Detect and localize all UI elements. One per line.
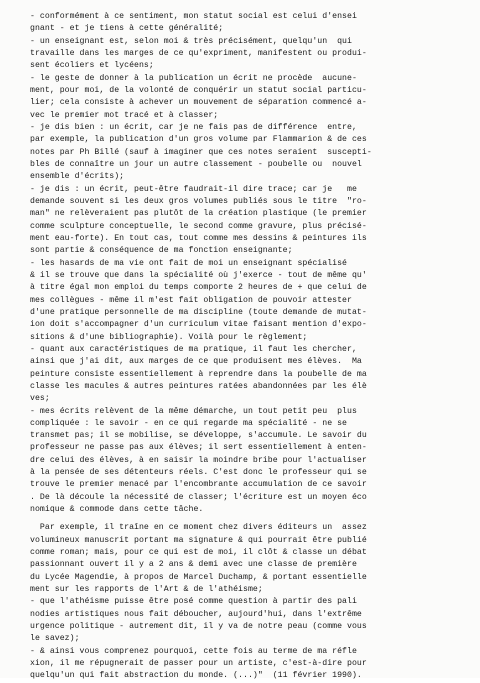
text-line: ves;: [30, 394, 50, 404]
text-line: trouve le premier menacé par l'encombrante accumulation de ce savoir: [30, 480, 367, 490]
text-line: - le geste de donner à la publication un écrit ne procède aucune-: [30, 73, 357, 83]
text-line: ainsi que j'ai dit, aux marges de ce que produisent mes élèves. Ma: [30, 357, 362, 367]
text-line: - quant aux caractéristiques de ma pratique, il faut les chercher,: [30, 344, 357, 354]
text-line: - mes écrits relèvent de la même démarche, un tout petit peu plus: [30, 406, 357, 416]
text-line: d'une pratique personnelle de ma discipline (toute demande de mutat-: [30, 307, 367, 317]
text-line: mes collègues - même il m'est fait obligation de pouvoir attester: [30, 295, 352, 305]
text-line: - les hasards de ma vie ont fait de moi un enseignant spécialisé: [30, 258, 348, 268]
text-line: sont partie & conséquence de ma fonction enseignante;: [30, 246, 293, 256]
text-line: sitions & d'une bibliographie). Voilà pour le règlement;: [30, 332, 308, 342]
text-line: bles de connaître un jour un autre classement - poubelle ou nouvel: [30, 159, 362, 169]
text-line: quelqu'un qui fait abstraction du monde. (...)" (11 février 1990).: [30, 671, 362, 681]
text-line: à la pensée de ses détenteurs réels. C'est donc le professeur qui se: [30, 468, 367, 478]
text-line: - je dis : un écrit, peut-être faudrait-il dire trace; car je me: [30, 184, 357, 194]
text-line: man" ne relèveraient pas plutôt de la création plastique (le premier: [30, 209, 367, 219]
text-line: - conformément à ce sentiment, mon statut social est celui d'ensei: [30, 12, 357, 21]
text-line: - un enseignant est, selon moi & très précisément, quelqu'un qui: [30, 36, 352, 46]
text-line: le savez);: [30, 634, 80, 644]
text-line: peinture consiste essentiellement à reprendre dans la poubelle de ma: [30, 369, 367, 379]
text-line: nodies artistiques nous fait déboucher, aujourd'hui, dans l'extrême: [30, 609, 362, 619]
text-line: urgence politique - autrement dit, il y va de notre peau (comme vous: [30, 622, 367, 632]
text-line: passionnant ouvert il y a 2 ans & demi avec une classe de première: [30, 560, 357, 570]
text-line: . De là découle la nécessité de classer; l'écriture est un moyen éco: [30, 492, 367, 502]
text-line: - je dis bien : un écrit, car je ne fais pas de différence entre,: [30, 122, 357, 132]
text-line: professeur ne passe pas aux élèves; il sert essentiellement à enten-: [30, 443, 367, 453]
text-line: notes par Ph Billé (sauf à imaginer que ces notes seraient suscepti-: [30, 147, 372, 157]
text-line: nomique & commode dans cette tâche.: [30, 505, 204, 515]
text-line: volumineux manuscrit portant ma signature & qui pourrait être publié: [30, 535, 367, 545]
text-line: travaille dans les marges de ce qu'expriment, manifestent ou produi-: [30, 48, 367, 58]
text-line: ensemble d'écrits);: [30, 172, 125, 182]
text-line: ment eau-forte). En tout cas, tout comme mes dessins & peintures ils: [30, 233, 367, 243]
text-line: Par exemple, il traîne en ce moment chez divers éditeurs un assez: [30, 523, 367, 533]
text-line: comme sculpture conceptuelle, le second comme gravure, plus précisé-: [30, 221, 367, 231]
text-line: classe les macules & autres peintures ratées abandonnées par les élè: [30, 381, 367, 391]
text-line: demande souvent si les deux gros volumes publiés sous le titre "ro-: [30, 196, 367, 206]
text-line: ment sur les rapports de l'Art & de l'athéisme;: [30, 585, 263, 595]
text-line: compliquée : le savoir - en ce qui regarde ma spécialité - ne se: [30, 418, 348, 428]
text-line: gnant - et je tiens à cette généralité;: [30, 24, 224, 34]
text-line: du Lycée Magendie, à propos de Marcel Duchamp, & portant essentielle: [30, 572, 367, 582]
text-line: ment, pour moi, de la volonté de conquérir un statut social particu-: [30, 85, 367, 95]
text-line: comme roman; mais, pour ce qui est de moi, il clôt & classe un débat: [30, 548, 367, 558]
text-line: ion doit s'accompagner d'un curriculum vitae faisant mention d'expo-: [30, 320, 367, 330]
text-line: sent écoliers et lycéens;: [30, 61, 154, 71]
text-line: & il se trouve que dans la spécialité où j'exerce - tout de même qu': [30, 270, 367, 280]
text-line: dre celui des élèves, à en saisir la moindre bribe pour l'actualiser: [30, 455, 367, 465]
text-line: à titre égal mon emploi du temps comporte 2 heures de + que celui de: [30, 283, 367, 293]
text-line: vec le premier mot tracé et à classer;: [30, 110, 219, 120]
text-line: transmet pas; il se mobilise, se développe, s'accumule. Le savoir du: [30, 431, 367, 441]
text-line: lier; cela consiste à achever un mouvement de séparation commencé a-: [30, 98, 367, 108]
text-line: xion, il me répugnerait de passer pour un artiste, c'est-à-dire pour: [30, 659, 367, 669]
text-line: - & ainsi vous comprenez pourquoi, cette fois au terme de ma réfle: [30, 646, 357, 656]
text-line: par exemple, la publication d'un gros volume par Flammarion & de ces: [30, 135, 367, 145]
typewritten-text: [30, 11, 466, 683]
text-line: - que l'athéisme puisse être posé comme question à partir des pali: [30, 597, 357, 607]
